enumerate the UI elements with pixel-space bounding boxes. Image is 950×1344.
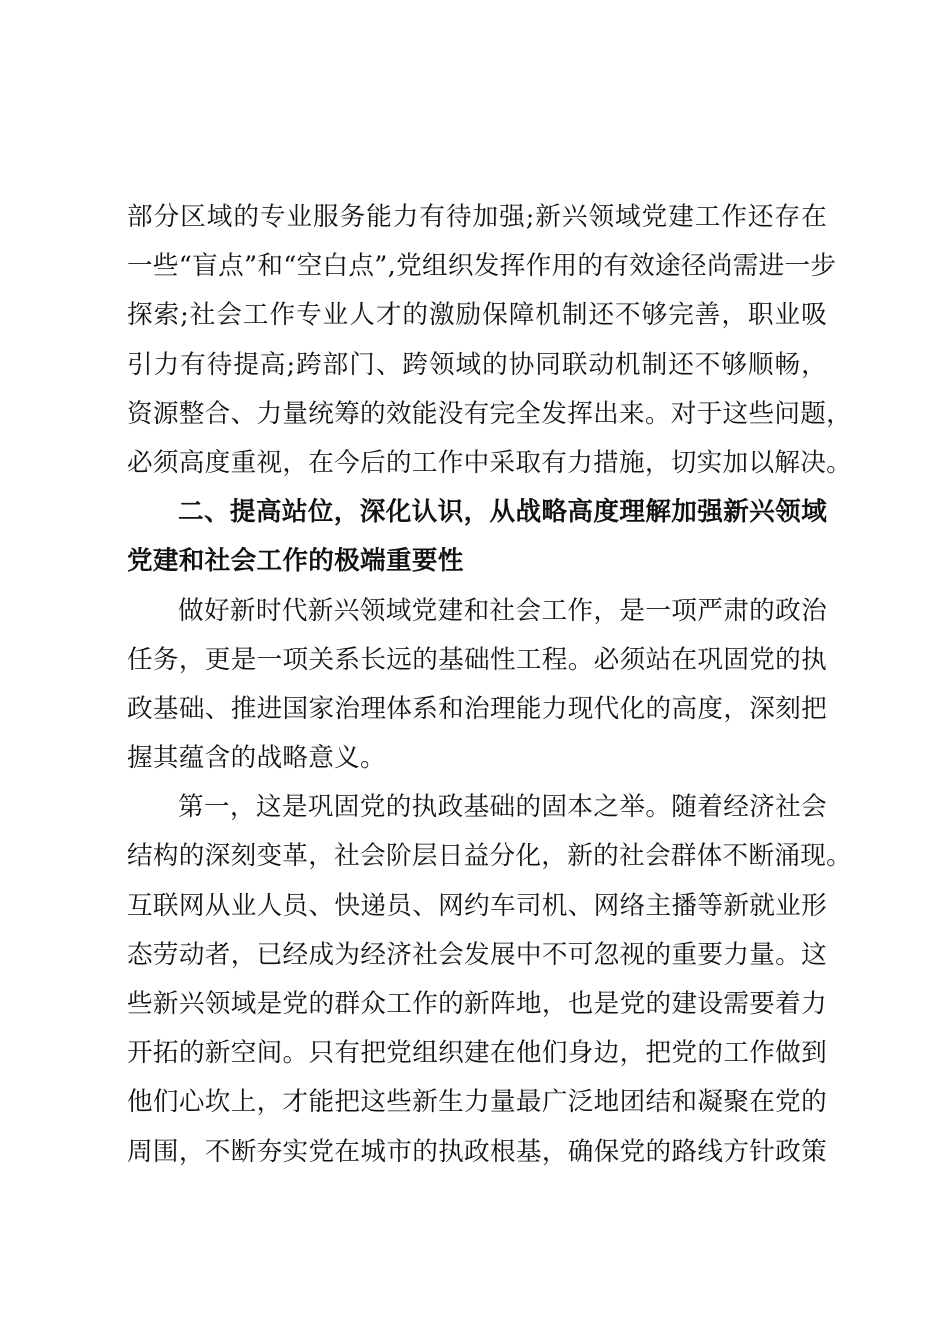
heading-line: 党建和社会工作的极端重要性 xyxy=(127,546,464,577)
paragraph-problems xyxy=(127,193,853,488)
text-line: 部分区域的专业服务能力有待加强;新兴领域党建工作还存在 xyxy=(127,202,827,232)
text-line: 探索;社会工作专业人才的激励保障机制还不够完善，职业吸 xyxy=(127,300,827,331)
heading-line: 二、提高站位，深化认识，从战略高度理解加强新兴领域 xyxy=(178,497,827,528)
text-line: 做好新时代新兴领域党建和社会工作，是一项严肃的政治 xyxy=(178,595,827,626)
text-line: 必须高度重视，在今后的工作中采取有力措施，切实加以解决。 xyxy=(127,447,853,478)
text-line: 政基础、推进国家治理体系和治理能力现代化的高度，深刻把 xyxy=(127,693,827,724)
text-line: 开拓的新空间。只有把党组织建在他们身边，把党的工作做到 xyxy=(127,1038,827,1069)
section-heading xyxy=(127,488,827,586)
text-line: 一些“盲点”和“空白点”,党组织发挥作用的有效途径尚需进一步 xyxy=(127,251,837,282)
text-line: 任务，更是一项关系长远的基础性工程。必须站在巩固党的执 xyxy=(127,644,827,675)
text-line: 第一，这是巩固党的执政基础的固本之举。随着经济社会 xyxy=(178,792,827,823)
text-line: 资源整合、力量统筹的效能没有完全发挥出来。对于这些问题， xyxy=(127,398,853,429)
text-line: 互联网从业人员、快递员、网约车司机、网络主播等新就业形 xyxy=(127,890,827,921)
text-line: 态劳动者，已经成为经济社会发展中不可忽视的重要力量。这 xyxy=(127,939,827,970)
text-line: 他们心坎上，才能把这些新生力量最广泛地团结和凝聚在党的 xyxy=(127,1087,827,1118)
text-line: 结构的深刻变革，社会阶层日益分化，新的社会群体不断涌现。 xyxy=(127,841,853,872)
text-line: 些新兴领域是党的群众工作的新阵地，也是党的建设需要着力 xyxy=(127,989,827,1019)
text-line: 引力有待提高;跨部门、跨领域的协同联动机制还不够顺畅， xyxy=(127,349,827,380)
paragraph-intro xyxy=(127,587,827,784)
text-line: 握其蕴含的战略意义。 xyxy=(127,743,386,774)
document-body xyxy=(127,193,853,1177)
paragraph-point-one xyxy=(127,783,853,1177)
text-line: 周围，不断夯实党在城市的执政根基，确保党的路线方针政策 xyxy=(127,1136,827,1167)
